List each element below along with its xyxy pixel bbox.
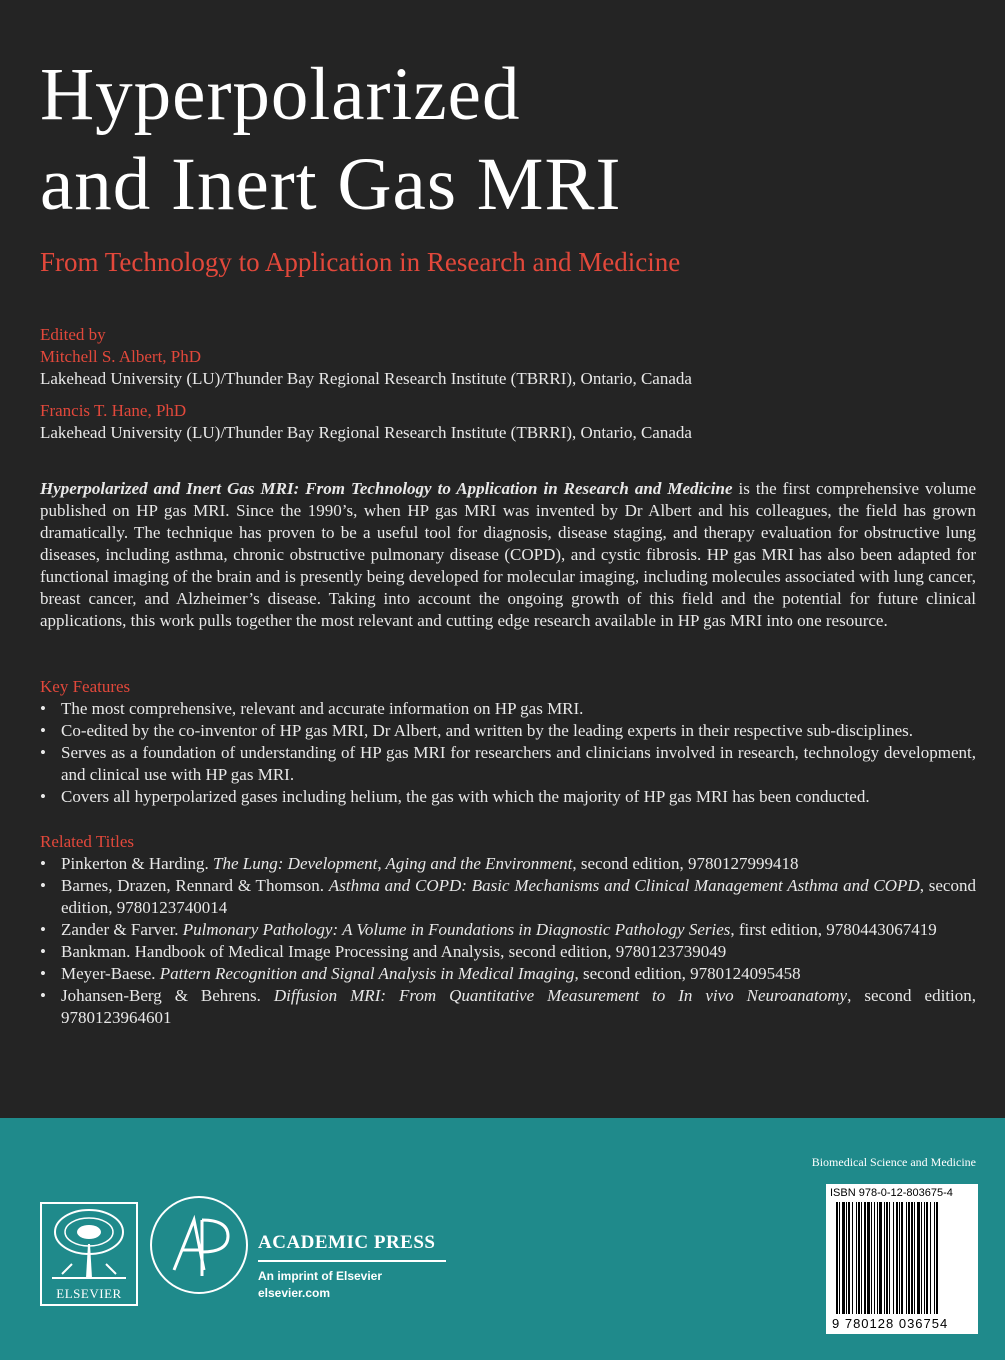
related-title: Asthma and COPD: Basic Mechanisms and Clinical Management Asthma and COPD [328, 876, 920, 895]
key-features-list [40, 698, 976, 808]
related-edition: , second edition, 9780123964601 [61, 986, 976, 1027]
related-title: Diffusion MRI: From Quantitative Measurement to In vivo Neuroanatomy [273, 986, 848, 1005]
key-features-heading: Key Features [40, 677, 131, 696]
book-subtitle: From Technology to Application in Research and Medicine [40, 247, 681, 277]
publisher-divider [258, 1260, 446, 1262]
isbn-label: ISBN 978-0-12-803675-4 [830, 1187, 953, 1199]
list-item: • Co-edited by the co-inventor of HP gas MRI, Dr Albert, and written by the leading experts in their respective sub-disciplines. [40, 720, 976, 742]
editor-name: Francis T. Hane, PhD [40, 401, 187, 420]
title-line-1: Hyperpolarized [40, 53, 521, 136]
barcode-icon [834, 1202, 970, 1314]
book-description [40, 478, 976, 632]
ap-monogram-icon [152, 1198, 246, 1292]
related-titles-section [40, 831, 976, 1029]
related-edition: , second edition, 9780123740014 [61, 876, 976, 917]
related-authors: Zander & Farver. [61, 920, 183, 939]
publisher-imprint: An imprint of Elsevier [258, 1269, 383, 1283]
related-authors: Bankman. Handbook of Medical Image Processing and Analysis, second edition, 9780123739049 [61, 942, 727, 961]
related-authors: Pinkerton & Harding. [61, 854, 214, 873]
list-item [40, 853, 976, 875]
list-item [40, 941, 976, 963]
list-item: • The most comprehensive, relevant and accurate information on HP gas MRI. [40, 698, 976, 720]
related-authors: Barnes, Drazen, Rennard & Thomson. [61, 876, 329, 895]
related-edition: , second edition, 9780124095458 [574, 964, 801, 983]
elsevier-logo [40, 1202, 138, 1306]
related-title: The Lung: Development, Aging and the Environment [213, 854, 573, 873]
book-title [40, 50, 621, 230]
editor-affiliation: Lakehead University (LU)/Thunder Bay Regional Research Institute (TBRRI), Ontario, Canada [40, 423, 692, 442]
related-title: Pattern Recognition and Signal Analysis in Medical Imaging [159, 964, 575, 983]
editors-block [40, 324, 980, 444]
related-authors: Meyer-Baese. [61, 964, 160, 983]
related-authors: Johansen-Berg & Behrens. [61, 986, 274, 1005]
elsevier-tree-icon [42, 1204, 136, 1280]
subject-category: Biomedical Science and Medicine [811, 1155, 976, 1169]
elsevier-label: ELSEVIER [56, 1286, 122, 1301]
list-item [40, 963, 976, 985]
description-body: is the first comprehensive volume published on HP gas MRI. Since the 1990’s, when HP gas MRI was invented by Dr Albert and his colleagues, the field has grown dramatically. The technique has proven to be a useful tool for diagnosis, disease staging, and therapy evaluation for obstructive lung diseases, including asthma, chronic obstructive pulmonary disease (COPD), and cystic fibrosis. HP gas MRI has also been adapted for functional imaging of the brain and is presently being developed for molecular imaging, including molecules associated with lung cancer, breast cancer, and Alzheimer’s disease. Taking into account the ongoing growth of this field and the potential for future clinical applications, this work pulls together the most relevant and cutting edge research available in HP gas MRI into one resource. [40, 479, 976, 630]
editor-name: Mitchell S. Albert, PhD [40, 347, 202, 366]
related-title: Pulmonary Pathology: A Volume in Foundations in Diagnostic Pathology Series [182, 920, 731, 939]
list-item: • Covers all hyperpolarized gases including helium, the gas with which the majority of HP gas MRI has been conducted. [40, 786, 976, 808]
publisher-name: ACADEMIC PRESS [258, 1232, 436, 1253]
list-item [40, 875, 976, 919]
description-book-title: Hyperpolarized and Inert Gas MRI: From Technology to Application in Research and Medicine [40, 479, 733, 498]
key-features-section [40, 676, 976, 808]
related-edition: , first edition, 9780443067419 [730, 920, 937, 939]
related-titles-heading: Related Titles [40, 832, 134, 851]
isbn-barcode [826, 1184, 978, 1334]
publisher-website: elsevier.com [258, 1286, 331, 1300]
title-line-2: and Inert Gas MRI [40, 143, 622, 226]
cover-footer-band [0, 1118, 1005, 1360]
list-item [40, 919, 976, 941]
editor-affiliation: Lakehead University (LU)/Thunder Bay Regional Research Institute (TBRRI), Ontario, Canada [40, 369, 692, 388]
academic-press-logo [150, 1196, 248, 1294]
related-titles-list [40, 853, 976, 1029]
list-item: • Serves as a foundation of understanding of HP gas MRI for researchers and clinicians involved in research, technology development, and clinical use with HP gas MRI. [40, 742, 976, 786]
related-edition: , second edition, 9780127999418 [572, 854, 799, 873]
isbn-digits: 9 780128 036754 [832, 1316, 949, 1331]
list-item [40, 985, 976, 1029]
edited-by-label: Edited by [40, 325, 106, 344]
